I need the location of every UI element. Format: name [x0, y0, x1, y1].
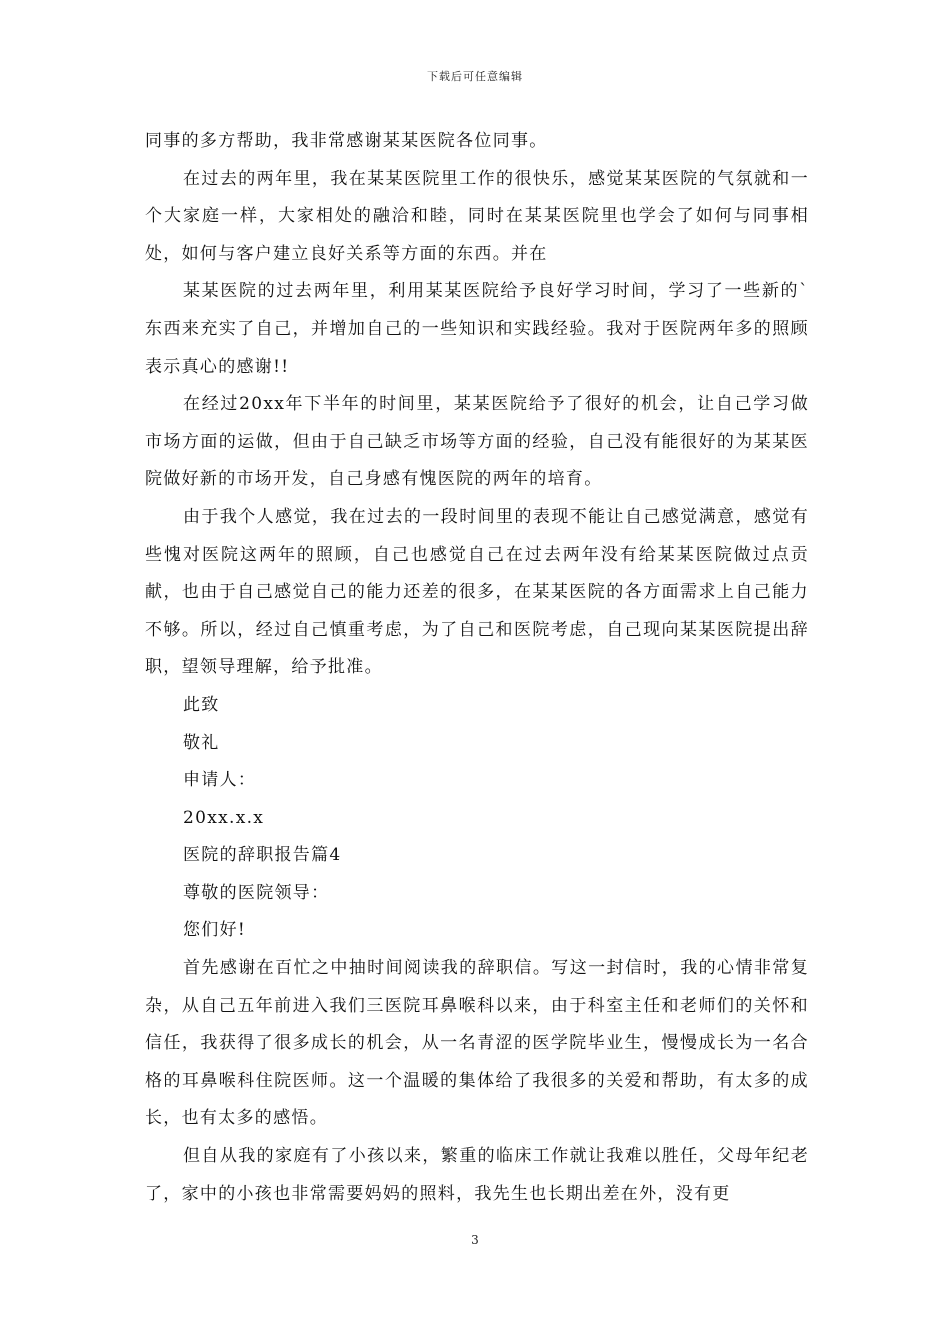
paragraph: 在经过20xx年下半年的时间里，某某医院给予了很好的机会，让自己学习做市场方面的运做，但由于自己缺乏市场等方面的经验，自己没有能很好的为某某医院做好新的市场开发，自己身感有愧医院的两年的培育。: [145, 394, 809, 490]
document-body: [145, 123, 809, 1213]
section-title: 医院的辞职报告篇4: [183, 845, 342, 866]
greeting: 您们好!: [183, 920, 247, 941]
paragraph: 由于我个人感觉，我在过去的一段时间里的表现不能让自己感觉满意，感觉有些愧对医院这两年的照顾，自己也感觉自己在过去两年没有给某某医院做过点贡献，也由于自己感觉自己的能力还差的很多，在某某医院的各方面需求上自己能力不够。所以，经过自己慎重考虑，为了自己和医院考虑，自己现向某某医院提出辞职，望领导理解，给予批准。: [145, 506, 809, 678]
paragraph: 但自从我的家庭有了小孩以来，繁重的临床工作就让我难以胜任，父母年纪老了，家中的小孩也非常需要妈妈的照料，我先生也长期出差在外，没有更: [145, 1146, 809, 1204]
closing-regards: 敬礼: [183, 732, 220, 753]
date-line: 20xx.x.x: [183, 807, 265, 828]
paragraph: 某某医院的过去两年里，利用某某医院给予良好学习时间，学习了一些新的`东西来充实了自己，并增加自己的一些知识和实践经验。我对于医院两年多的照顾表示真心的感谢!!: [145, 281, 809, 377]
applicant-label: 申请人：: [183, 770, 257, 791]
paragraph: 同事的多方帮助，我非常感谢某某医院各位同事。: [145, 131, 548, 151]
page-number: 3: [471, 1233, 479, 1247]
paragraph: 首先感谢在百忙之中抽时间阅读我的辞职信。写这一封信时，我的心情非常复杂，从自己五年前进入我们三医院耳鼻喉科以来，由于科室主任和老师们的关怀和信任，我获得了很多成长的机会，从一名青涩的医学院毕业生，慢慢成长为一名合格的耳鼻喉科住院医师。这一个温暖的集体给了我很多的关爱和帮助，有太多的成长，也有太多的感悟。: [145, 958, 809, 1129]
page-header: 下载后可任意编辑: [427, 70, 523, 83]
closing-salutation: 此致: [183, 694, 220, 715]
greeting-recipient: 尊敬的医院领导：: [183, 882, 330, 903]
paragraph: 在过去的两年里，我在某某医院里工作的很快乐，感觉某某医院的气氛就和一个大家庭一样，大家相处的融洽和睦，同时在某某医院里也学会了如何与同事相处，如何与客户建立良好关系等方面的东西。并在: [145, 168, 809, 264]
